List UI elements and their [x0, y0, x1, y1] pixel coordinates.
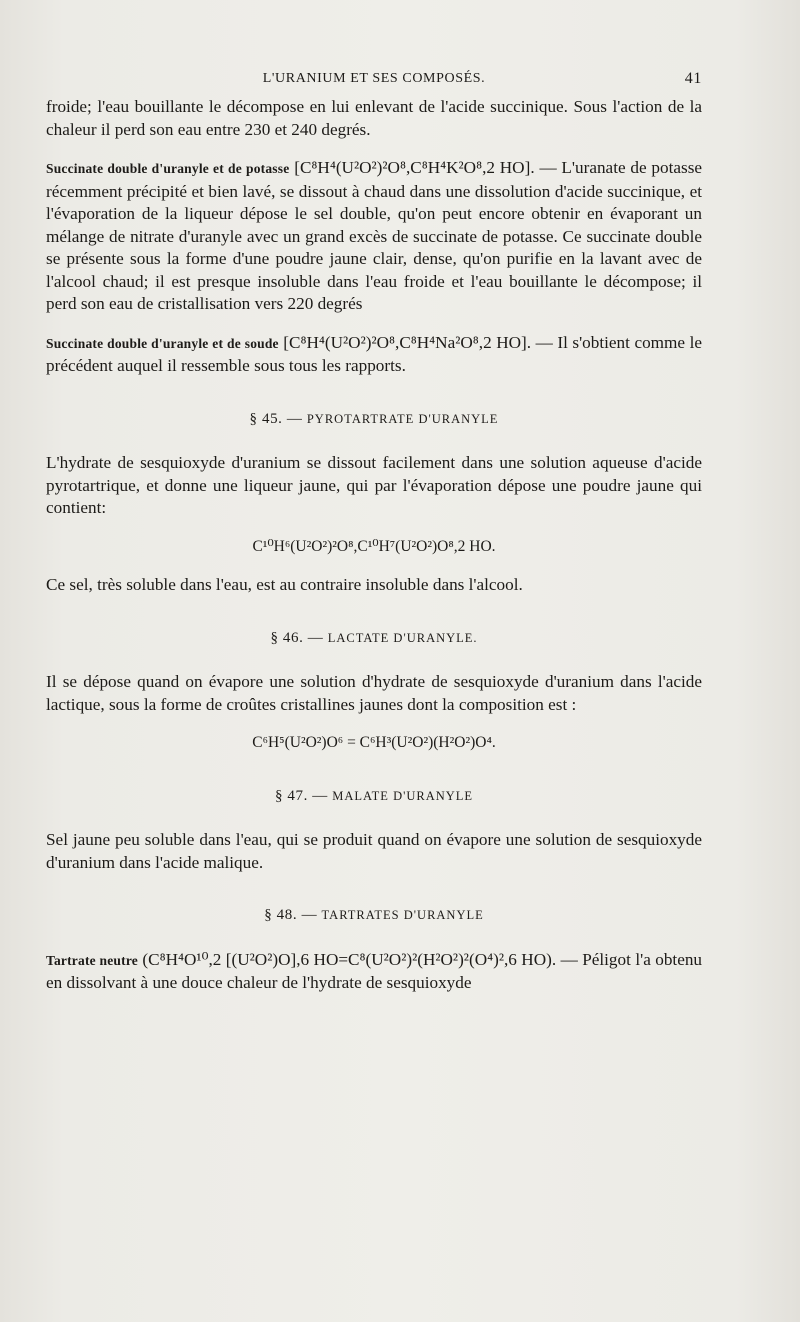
section-title: MALATE D'URANYLE: [332, 788, 474, 803]
paragraph-continuation: froide; l'eau bouillante le décompose en lui enlevant de l'acide succinique. Sous l'action de la chaleur il perd son eau entre 230 et 240 degrés.: [46, 97, 702, 139]
entry-formula: [C⁸H⁴(U²O²)²O⁸,C⁸H⁴K²O⁸,2 HO].: [294, 158, 535, 177]
page-text: [46, 68, 702, 995]
entry-text: — Péligot l'a obtenu en dissolvant à une douce chaleur de l'hydrate de sesquioxyde: [46, 949, 703, 992]
paragraph-tartrate-neutre: [46, 949, 702, 995]
section-heading-48: [46, 904, 702, 927]
paragraph-succinate-soude: [46, 332, 702, 378]
entry-text: — Il s'obtient comme le précédent auquel il ressemble sous tous les rapports.: [46, 332, 702, 375]
formula: C⁶H⁵(U²O²)O⁶ = C⁶H³(U²O²)(H²O²)O⁴.: [252, 734, 496, 751]
section-number: § 48. —: [264, 907, 318, 923]
entry-lead: Succinate double d'uranyle et de potasse: [46, 161, 290, 176]
section-title: TARTRATES D'URANYLE: [321, 908, 484, 922]
formula: C¹⁰H⁶(U²O²)²O⁸,C¹⁰H⁷(U²O²)O⁸,2 HO.: [252, 537, 496, 555]
section-heading-47: [46, 785, 702, 808]
running-head: [46, 68, 702, 96]
section-heading-46: [46, 627, 702, 650]
section-text: Il se dépose quand on évapore une solution d'hydrate de sesquioxyde d'uranium dans l'acide lactique, sous la forme de croûtes cristallines jaunes dont la composition est :: [46, 672, 702, 714]
section-number: § 46. —: [270, 629, 324, 646]
section-number: § 47. —: [274, 787, 328, 804]
section-text: L'hydrate de sesquioxyde d'uranium se dissout facilement dans une solution aqueuse d'acide pyrotartrique, et donne une liqueur jaune, qui par l'évaporation dépose une poudre jaune qui contient:: [46, 453, 702, 517]
page-number: 41: [684, 70, 702, 87]
section-title: LACTATE D'URANYLE.: [327, 630, 478, 645]
running-title: L'URANIUM ET SES COMPOSÉS.: [262, 71, 486, 86]
section-text: Sel jaune peu soluble dans l'eau, qui se produit quand on évapore une solution de sesquioxyde d'uranium dans l'acide malique.: [46, 830, 702, 872]
entry-text: — L'uranate de potasse récemment précipité et bien lavé, se dissout à chaud dans une dissolution d'acide succinique, et l'évaporation de la liqueur dépose le sel double, qu'on peut encore obtenir en évaporant un mélange de nitrate d'uranyle avec un grand excès de succinate de potasse. Ce succinate double se présente sous la forme d'une poudre jaune clair, dense, qu'on purifie en la lavant avec de l'alcool chaud; il est presque insoluble dans l'eau froide et l'eau bouillante le décompose; il perd son eau de cristallisation vers 220 degrés: [46, 158, 703, 313]
entry-formula: [C⁸H⁴(U²O²)²O⁸,C⁸H⁴Na²O⁸,2 HO].: [283, 332, 532, 352]
entry-formula: (C⁸H⁴O¹⁰,2 [(U²O²)O],6 HO=C⁸(U²O²)²(H²O²)²(O⁴)²,6 HO).: [142, 949, 557, 969]
entry-lead: Succinate double d'uranyle et de soude: [46, 335, 279, 351]
section-text: Ce sel, très soluble dans l'eau, est au contraire insoluble dans l'alcool.: [46, 575, 523, 594]
section-heading-45: [46, 408, 702, 431]
section-number: § 45. —: [249, 410, 303, 427]
paragraph-succinate-potasse: [46, 157, 702, 316]
entry-lead: Tartrate neutre: [46, 952, 138, 968]
section-title: PYROTARTRATE D'URANYLE: [306, 411, 499, 426]
